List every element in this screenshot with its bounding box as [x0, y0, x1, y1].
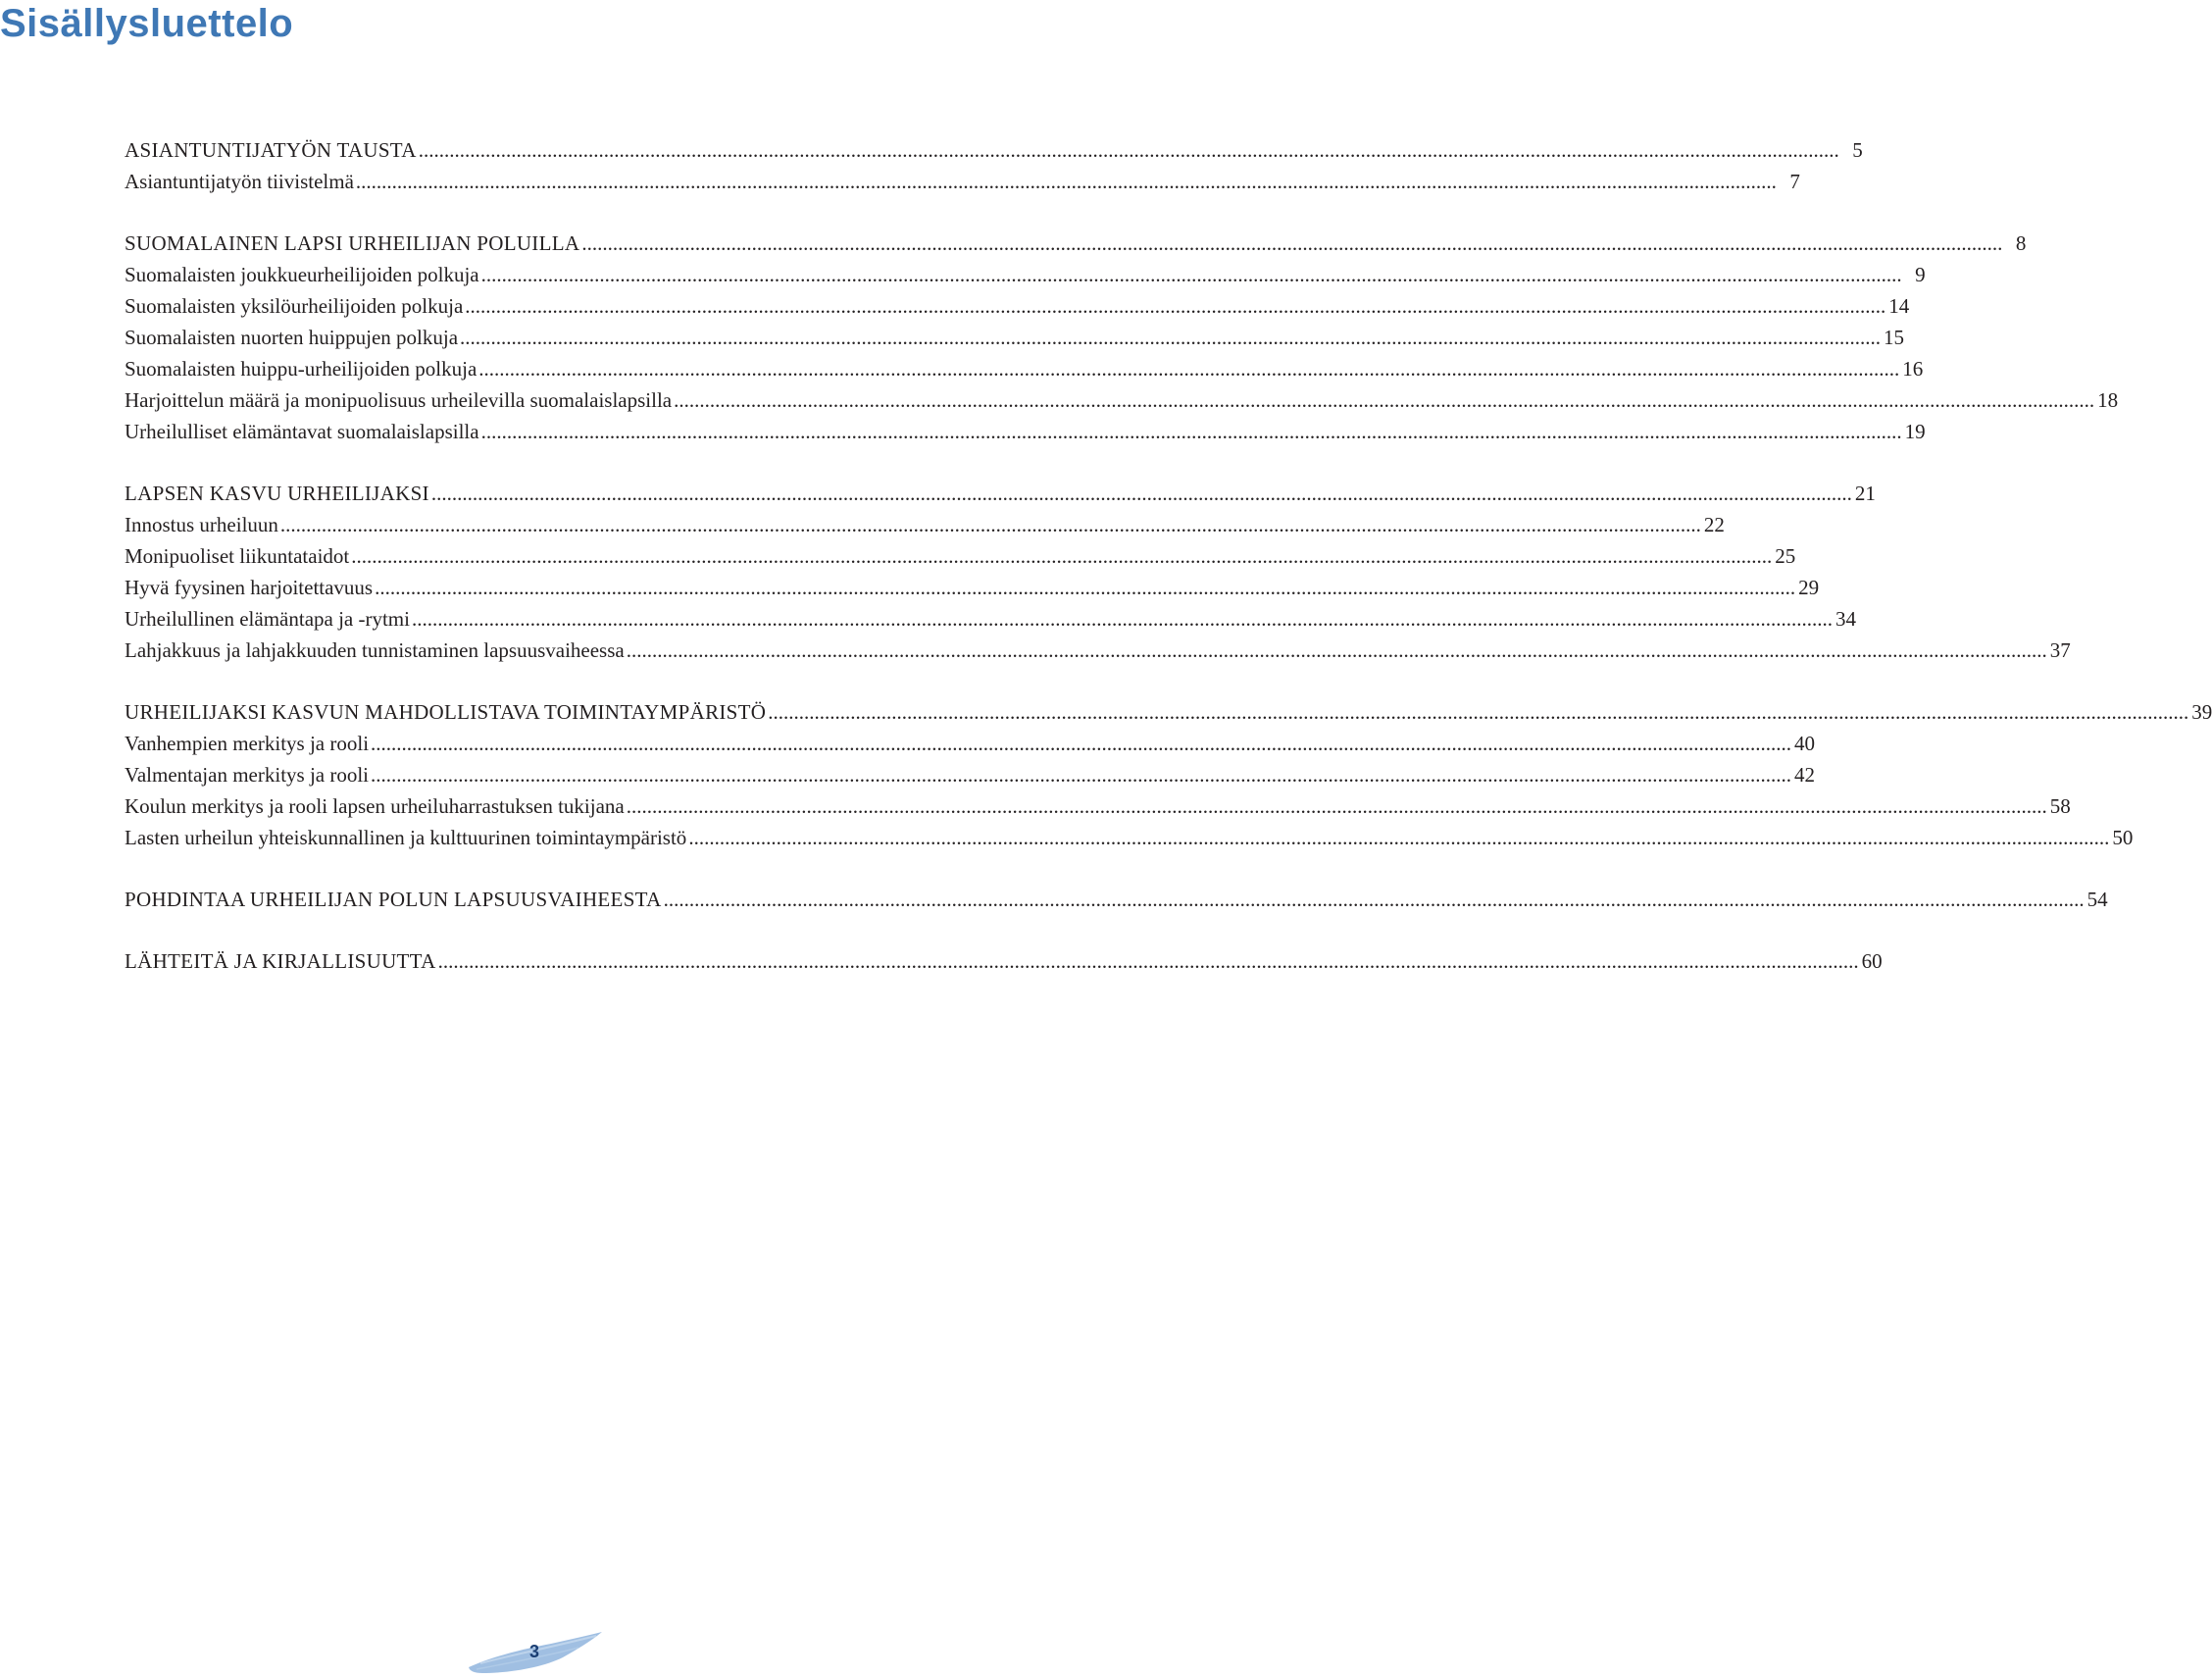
dot-leader	[438, 945, 1859, 977]
page-title: Sisällysluettelo	[0, 2, 294, 45]
toc-entry-title: Lasten urheilun yhteiskunnallinen ja kulttuurinen toimintaympäristö	[125, 826, 687, 849]
toc-heading-entry[interactable]	[125, 945, 1883, 977]
dot-leader	[460, 322, 1881, 353]
toc-section	[125, 228, 2119, 447]
dot-leader	[627, 635, 2047, 666]
toc-entry[interactable]	[125, 384, 2119, 416]
toc-entry[interactable]	[125, 540, 1796, 572]
toc-entry-title: Asiantuntijatyön tiivistelmä	[125, 170, 354, 193]
toc-entry[interactable]	[125, 322, 1905, 353]
toc-entry[interactable]	[125, 353, 1924, 384]
toc-entry[interactable]	[125, 790, 2071, 822]
toc-entry-page-number: 22	[1703, 513, 1725, 536]
dot-leader	[481, 259, 1902, 290]
toc-entry[interactable]	[125, 416, 1926, 447]
toc-heading-entry[interactable]	[125, 228, 2027, 259]
toc-entry-title: URHEILIJAKSI KASVUN MAHDOLLISTAVA TOIMINTAYMPÄRISTÖ	[125, 700, 767, 724]
toc-section	[125, 884, 2108, 915]
toc-entry-title: Monipuoliset liikuntataidot	[125, 544, 350, 568]
toc-entry[interactable]	[125, 290, 1910, 322]
dot-leader	[768, 696, 2188, 728]
toc-entry-title: Suomalaisten huippu-urheilijoiden polkuja	[125, 357, 478, 381]
toc-entry-title: Suomalaisten joukkueurheilijoiden polkuja	[125, 263, 479, 286]
toc-entry-title: Suomalaisten yksilöurheilijoiden polkuja	[125, 294, 464, 318]
toc-entry-title: ASIANTUNTIJATYÖN TAUSTA	[125, 138, 417, 162]
toc-entry-page-number: 14	[1888, 294, 1910, 318]
toc-entry-title: Harjoittelun määrä ja monipuolisuus urheilevilla suomalaislapsilla	[125, 388, 673, 412]
toc-section	[125, 696, 2212, 853]
toc-entry[interactable]	[125, 635, 2071, 666]
dot-leader	[688, 822, 2109, 853]
toc-entry-page-number: 25	[1775, 544, 1796, 568]
toc-entry-title: LAPSEN KASVU URHEILIJAKSI	[125, 482, 429, 505]
toc-entry[interactable]	[125, 728, 1816, 759]
toc-entry-page-number: 21	[1854, 482, 1876, 505]
toc-entry-page-number: 5	[1852, 138, 1863, 162]
dot-leader	[351, 540, 1772, 572]
dot-leader	[431, 478, 1852, 509]
toc-entry[interactable]	[125, 603, 1856, 635]
toc-entry-title: Urheilullinen elämäntapa ja -rytmi	[125, 607, 410, 631]
page-number-badge	[461, 1628, 608, 1677]
toc-entry-page-number: 37	[2049, 638, 2071, 662]
toc-entry[interactable]	[125, 759, 1816, 790]
toc-entry-page-number: 34	[1835, 607, 1856, 631]
dot-leader	[371, 728, 1791, 759]
dot-leader	[478, 353, 1899, 384]
toc-section	[125, 134, 1863, 197]
toc-entry-page-number: 60	[1861, 949, 1883, 973]
toc-heading-entry[interactable]	[125, 696, 2212, 728]
table-of-contents	[125, 134, 2212, 1007]
toc-section	[125, 945, 1883, 977]
toc-entry-title: Innostus urheiluun	[125, 513, 278, 536]
dot-leader	[664, 884, 2085, 915]
toc-entry-title: Urheilulliset elämäntavat suomalaislapsilla	[125, 420, 479, 443]
toc-entry-page-number: 19	[1904, 420, 1926, 443]
dot-leader	[627, 790, 2047, 822]
toc-entry-page-number: 8	[2015, 231, 2027, 255]
dot-leader	[375, 572, 1795, 603]
toc-entry-page-number: 54	[2086, 888, 2108, 911]
toc-heading-entry[interactable]	[125, 134, 1863, 166]
dot-leader	[280, 509, 1701, 540]
dot-leader	[481, 416, 1902, 447]
toc-entry-title: Lahjakkuus ja lahjakkuuden tunnistaminen lapsuusvaiheessa	[125, 638, 625, 662]
page-number: 3	[528, 1642, 539, 1661]
toc-entry[interactable]	[125, 822, 2134, 853]
toc-entry-page-number: 58	[2049, 794, 2071, 818]
toc-entry[interactable]	[125, 166, 1800, 197]
toc-heading-entry[interactable]	[125, 478, 1876, 509]
toc-entry[interactable]	[125, 509, 1725, 540]
toc-entry-title: SUOMALAINEN LAPSI URHEILIJAN POLUILLA	[125, 231, 580, 255]
toc-entry-page-number: 39	[2191, 700, 2212, 724]
toc-entry-title: Suomalaisten nuorten huippujen polkuja	[125, 326, 459, 349]
toc-entry-page-number: 29	[1798, 576, 1820, 599]
dot-leader	[419, 134, 1839, 166]
toc-entry-page-number: 15	[1884, 326, 1905, 349]
toc-heading-entry[interactable]	[125, 884, 2108, 915]
toc-entry-page-number: 16	[1902, 357, 1924, 381]
toc-entry-title: Koulun merkitys ja rooli lapsen urheiluharrastuksen tukijana	[125, 794, 625, 818]
toc-entry-title: LÄHTEITÄ JA KIRJALLISUUTTA	[125, 949, 436, 973]
toc-entry-title: POHDINTAA URHEILIJAN POLUN LAPSUUSVAIHEESTA	[125, 888, 662, 911]
toc-entry-title: Hyvä fyysinen harjoitettavuus	[125, 576, 374, 599]
dot-leader	[412, 603, 1833, 635]
dot-leader	[465, 290, 1885, 322]
toc-entry-page-number: 40	[1794, 732, 1816, 755]
dot-leader	[356, 166, 1777, 197]
toc-entry-page-number: 42	[1794, 763, 1816, 787]
dot-leader	[371, 759, 1791, 790]
toc-entry-title: Valmentajan merkitys ja rooli	[125, 763, 370, 787]
toc-entry-page-number: 18	[2097, 388, 2119, 412]
toc-entry-page-number: 7	[1789, 170, 1800, 193]
toc-entry[interactable]	[125, 572, 1820, 603]
toc-section	[125, 478, 2071, 666]
dot-leader	[674, 384, 2094, 416]
toc-entry-title: Vanhempien merkitys ja rooli	[125, 732, 370, 755]
toc-entry-page-number: 9	[1915, 263, 1926, 286]
dot-leader	[581, 228, 2002, 259]
toc-entry[interactable]	[125, 259, 1926, 290]
toc-entry-page-number: 50	[2112, 826, 2134, 849]
